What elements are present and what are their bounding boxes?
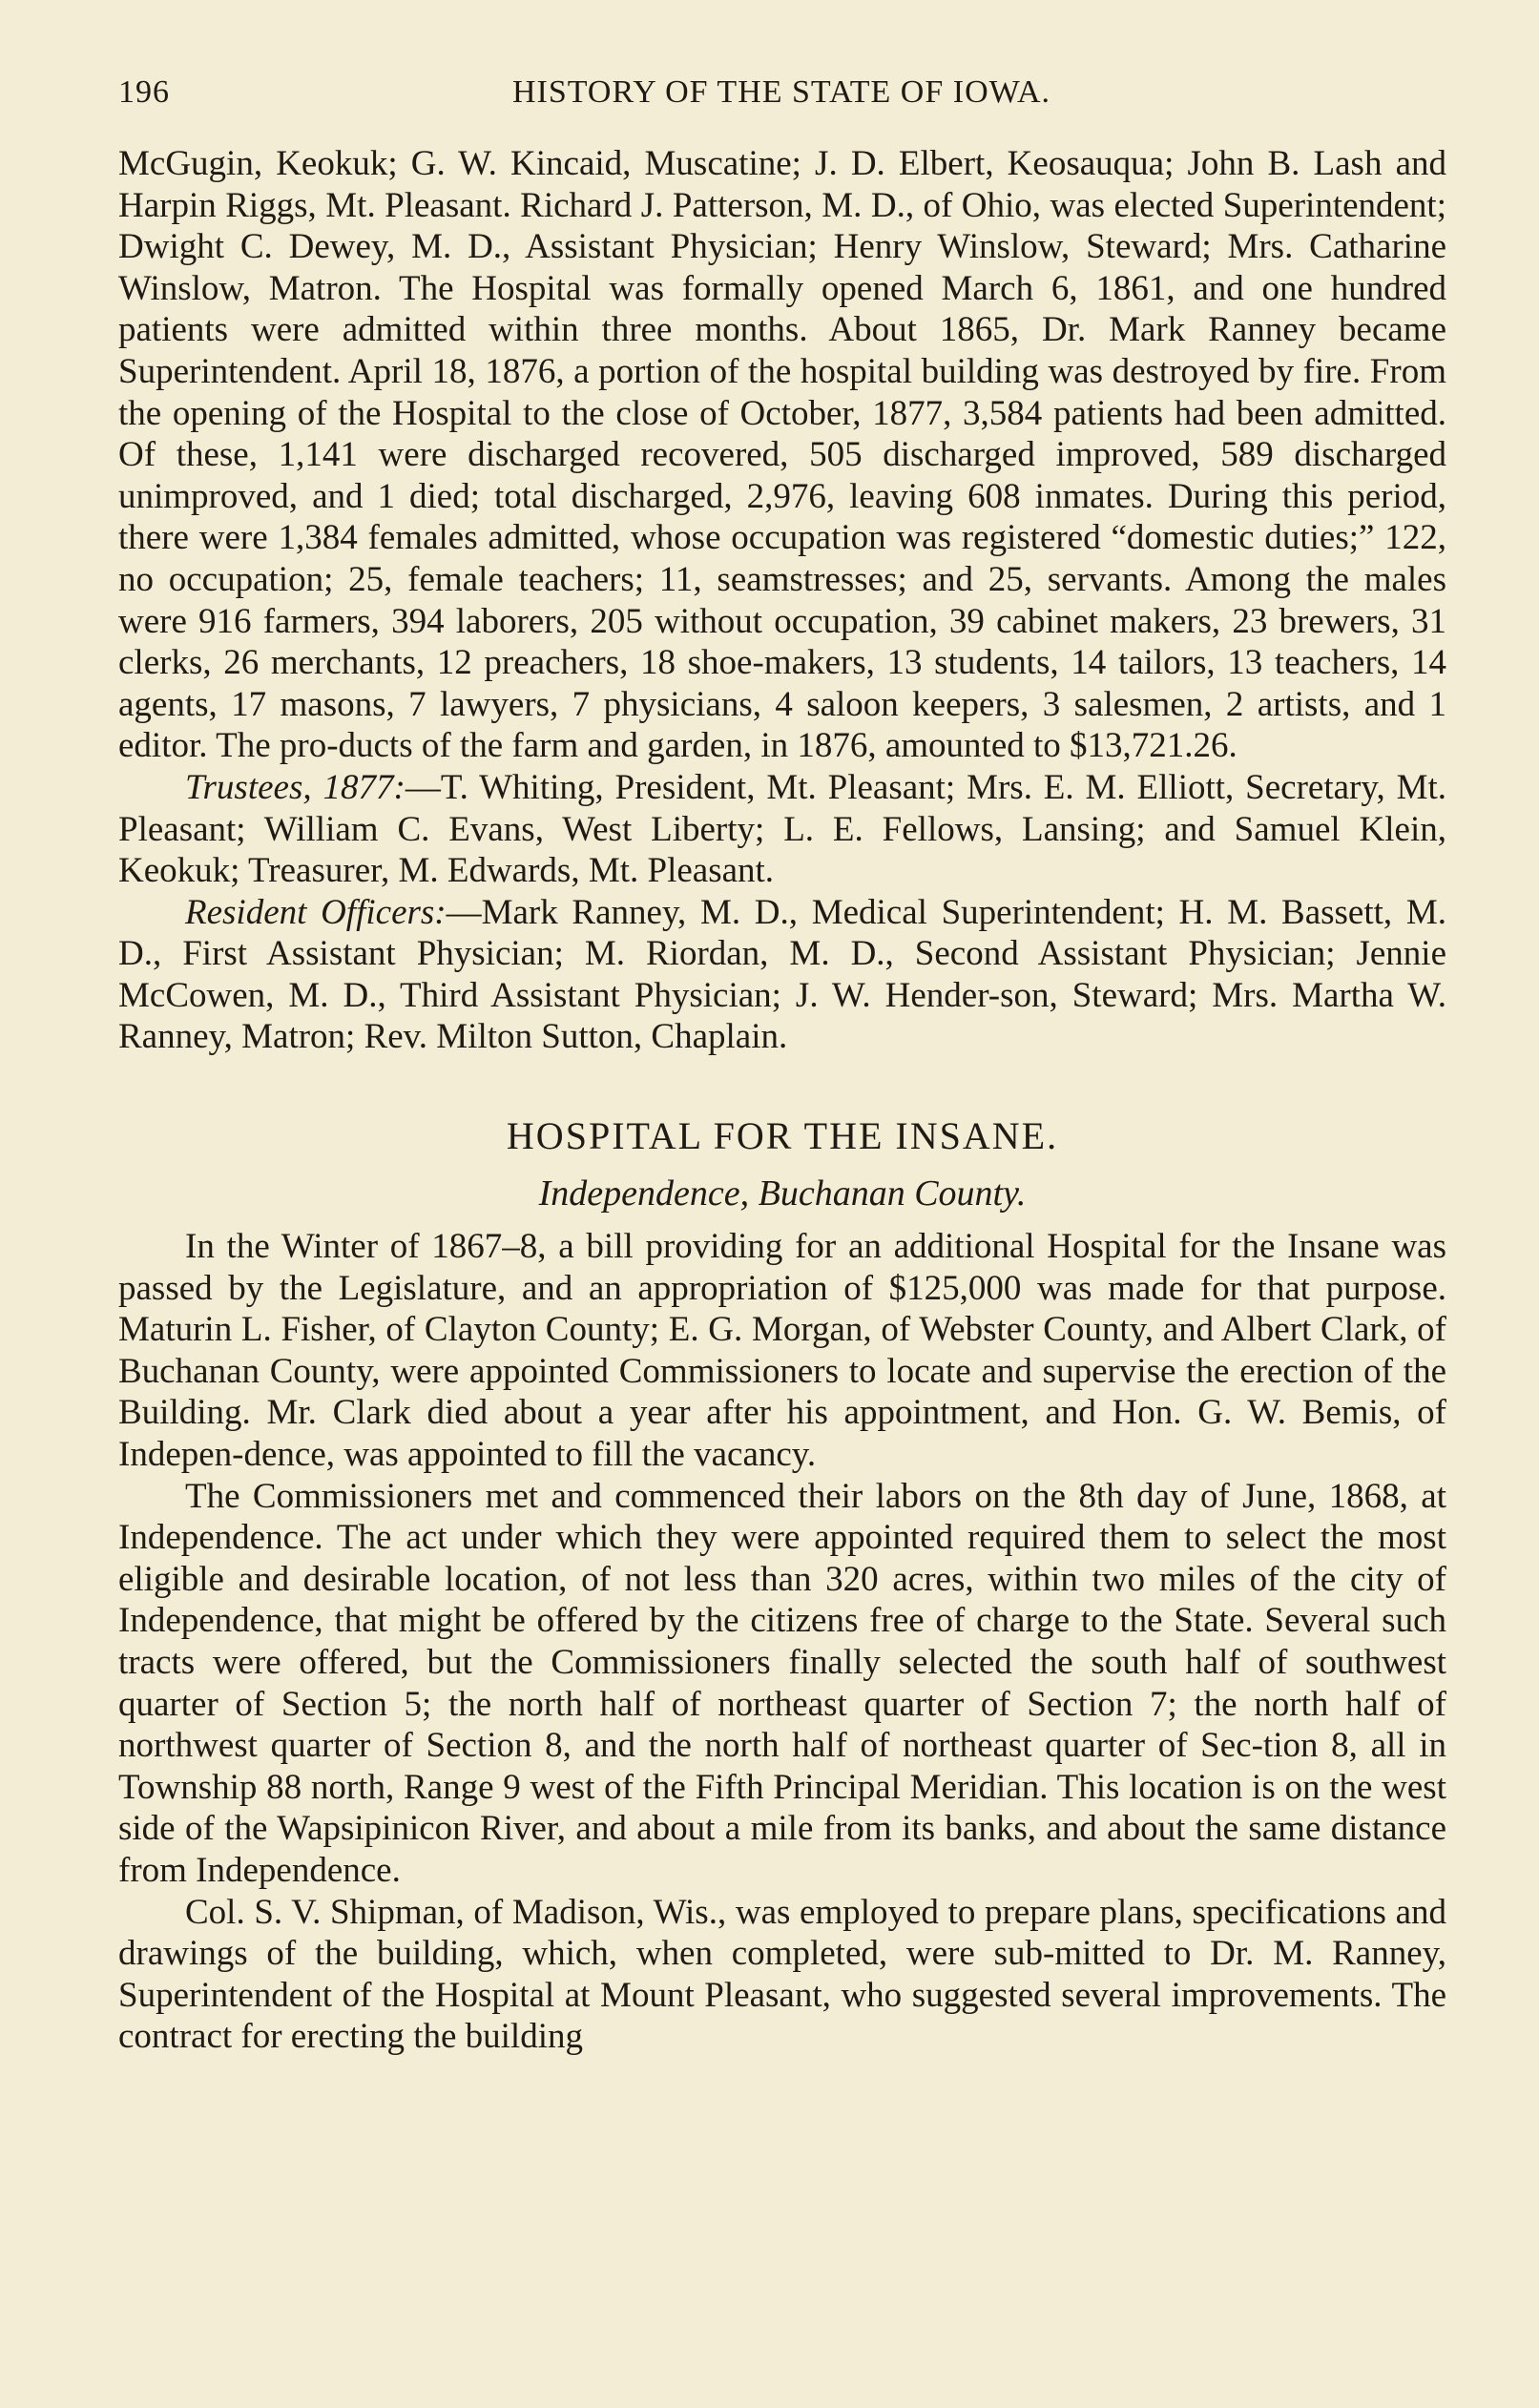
paragraph-trustees — [118, 767, 1446, 892]
paragraph-continuation: McGugin, Keokuk; G. W. Kincaid, Muscatine; J. D. Elbert, Keosauqua; John B. Lash and Harpin Riggs, Mt. Pleasant. Richard J. Patterson, M. D., of Ohio, was elected Superintendent; Dwight C. Dewey, M. D., Assistant Physician; Henry Winslow, Steward; Mrs. Catharine Winslow, Matron. The Hospital was formally opened March 6, 1861, and one hundred patients were admitted within three months. About 1865, Dr. Mark Ranney became Superintendent. April 18, 1876, a portion of the hospital building was destroyed by fire. From the opening of the Hospital to the close of October, 1877, 3,584 patients had been admitted. Of these, 1,141 were discharged recovered, 505 discharged improved, 589 discharged unimproved, and 1 died; total discharged, 2,976, leaving 608 inmates. During this period, there were 1,384 females admitted, whose occupation was registered “domestic duties;” 122, no occupation; 25, female teachers; 11, seamstresses; and 25, servants. Among the males were 916 farmers, 394 laborers, 205 without occupation, 39 cabinet makers, 23 brewers, 31 clerks, 26 merchants, 12 preachers, 18 shoe-makers, 13 students, 14 tailors, 13 teachers, 14 agents, 17 masons, 7 lawyers, 7 physicians, 4 saloon keepers, 3 salesmen, 2 artists, and 1 editor. The pro-ducts of the farm and garden, in 1876, amounted to $13,721.26. — [118, 144, 1446, 766]
running-title: HISTORY OF THE STATE OF IOWA. — [511, 74, 1051, 110]
paragraph-resident-officers — [118, 892, 1446, 1058]
paragraph-commissioners: The Commissioners met and commenced their labors on the 8th day of June, 1868, at Independence. The act under which they were appointed required them to select the most eligible and desirable location, of not less than 320 acres, within two miles of the city of Independence, that might be offered by the citizens free of charge to the State. Several such tracts were offered, but the Commissioners finally selected the south half of southwest quarter of Section 5; the north half of northeast quarter of Section 7; the north half of northwest quarter of Section 8, and the north half of northeast quarter of Sec-tion 8, all in Township 88 north, Range 9 west of the Fifth Principal Meridian. This location is on the west side of the Wapsipinicon River, and about a mile from its banks, and about the same distance from Independence. — [118, 1476, 1446, 1890]
officers-text: —Mark Ranney, M. D., Medical Superintendent; H. M. Bassett, M. D., First Assistant Physician; M. Riordan, M. D., Second Assistant Physician; Jennie McCowen, M. D., Third Assistant Physician; J. W. Hender-son, Steward; Mrs. Martha W. Ranney, Matron; Rev. Milton Sutton, Chaplain. — [118, 892, 1446, 1057]
trustees-lead: Trustees, 1877: — [185, 767, 406, 807]
running-head — [118, 74, 1445, 122]
section-title: HOSPITAL FOR THE INSANE. — [506, 1114, 1059, 1158]
page-number: 196 — [118, 74, 170, 110]
paragraph-plans: Col. S. V. Shipman, of Madison, Wis., was employed to prepare plans, specifications and drawings of the building, which, when completed, were sub-mitted to Dr. M. Ranney, Superintendent of the Hospital at Mount Pleasant, who suggested several improvements. The contract for erecting the building — [118, 1892, 1446, 2057]
section-subtitle: Independence, Buchanan County. — [538, 1173, 1027, 1214]
paragraph-legislation: In the Winter of 1867–8, a bill providing for an additional Hospital for the Insane was passed by the Legislature, and an appropriation of $125,000 was made for that purpose. Maturin L. Fisher, of Clayton County; E. G. Morgan, of Webster County, and Albert Clark, of Buchanan County, were appointed Commissioners to locate and supervise the erection of the Building. Mr. Clark died about a year after his appointment, and Hon. G. W. Bemis, of Indepen-dence, was appointed to fill the vacancy. — [118, 1227, 1446, 1475]
body-text — [118, 143, 1446, 2058]
officers-lead: Resident Officers: — [185, 892, 447, 932]
trustees-text: —T. Whiting, President, Mt. Pleasant; Mrs. E. M. Elliott, Secretary, Mt. Pleasant; William C. Evans, West Liberty; L. E. Fellows, Lansing; and Samuel Klein, Keokuk; Treasurer, M. Edwards, Mt. Pleasant. — [118, 767, 1447, 891]
